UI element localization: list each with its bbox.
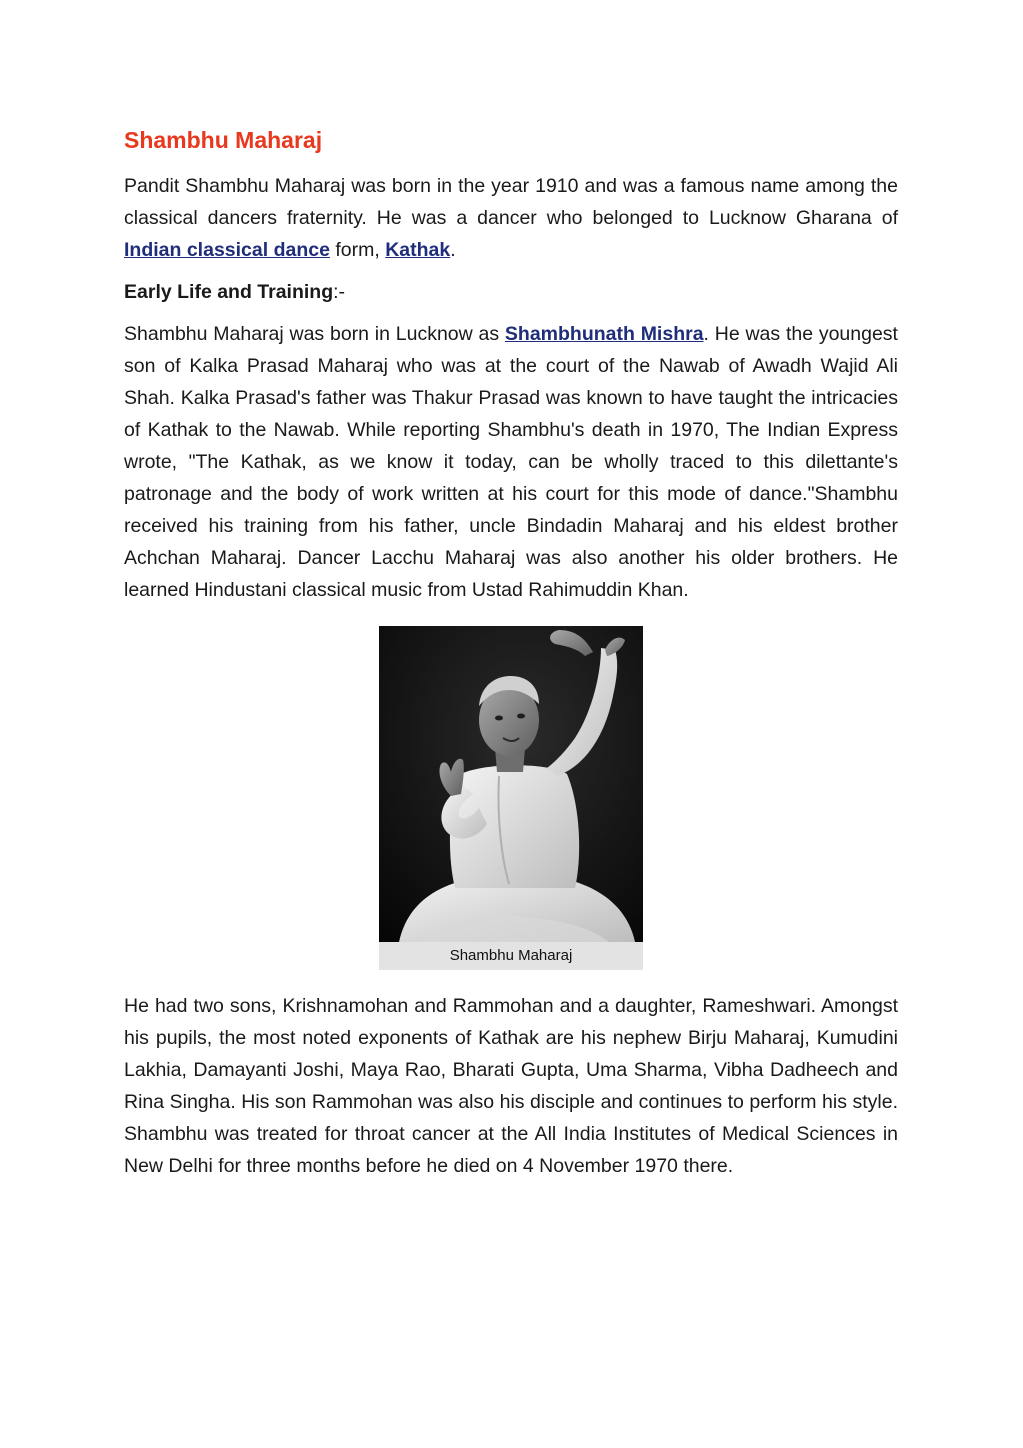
- portrait-photo: [379, 626, 643, 942]
- section-heading-label: Early Life and Training: [124, 281, 334, 303]
- later-life-paragraph: He had two sons, Krishnamohan and Rammohan and a daughter, Rameshwari. Amongst his pupils, the most noted exponents of Kathak are his nephew Birju Maharaj, Kumudini Lakhia, Damayanti Joshi, Maya Rao, Bharati Gupta, Uma Sharma, Vibha Dadheech and Rina Singha. His son Rammohan was also his disciple and continues to perform his style. Shambhu was treated for throat cancer at the All India Institutes of Medical Sciences in New Delhi for three months before he died on 4 November 1970 there.: [124, 995, 898, 1177]
- early-life-text-1: Shambhu Maharaj was born in Lucknow as: [124, 323, 505, 345]
- intro-text-1: Pandit Shambhu Maharaj was born in the year 1910 and was a famous name among the classical dancers fraternity. He was a dancer who belonged to Lucknow Gharana of: [124, 175, 898, 229]
- portrait-image: [379, 626, 643, 942]
- section-heading: [124, 276, 898, 308]
- intro-text-3: .: [450, 239, 456, 261]
- early-life-text-2: . He was the youngest son of Kalka Prasad Maharaj who was at the court of the Nawab of Awadh Wajid Ali Shah. Kalka Prasad's father was Thakur Prasad was known to have taught the intricacies of Kathak to the Nawab. While reporting Shambhu's death in 1970, The Indian Express wrote, "The Kathak, as we know it today, can be wholly traced to this dilettante's patronage and the body of work written at his court for this mode of dance."Shambhu received his training from his father, uncle Bindadin Maharaj and his eldest brother Achchan Maharaj. Dancer Lacchu Maharaj was also another his older brothers. He learned Hindustani classical music from Ustad Rahimuddin Khan.: [124, 323, 898, 601]
- link-shambhunath-mishra[interactable]: Shambhunath Mishra: [504, 323, 704, 345]
- portrait-figure: [379, 626, 643, 970]
- intro-paragraph: [124, 170, 898, 266]
- link-kathak[interactable]: Kathak: [385, 239, 451, 261]
- early-life-paragraph: [124, 318, 898, 606]
- intro-text-2: form,: [329, 239, 386, 261]
- page-title: Shambhu Maharaj: [124, 127, 323, 153]
- portrait-caption: Shambhu Maharaj: [379, 942, 643, 970]
- document-page: [124, 124, 898, 1192]
- section-heading-suffix: :-: [333, 281, 346, 303]
- link-indian-classical-dance[interactable]: Indian classical dance: [124, 239, 330, 261]
